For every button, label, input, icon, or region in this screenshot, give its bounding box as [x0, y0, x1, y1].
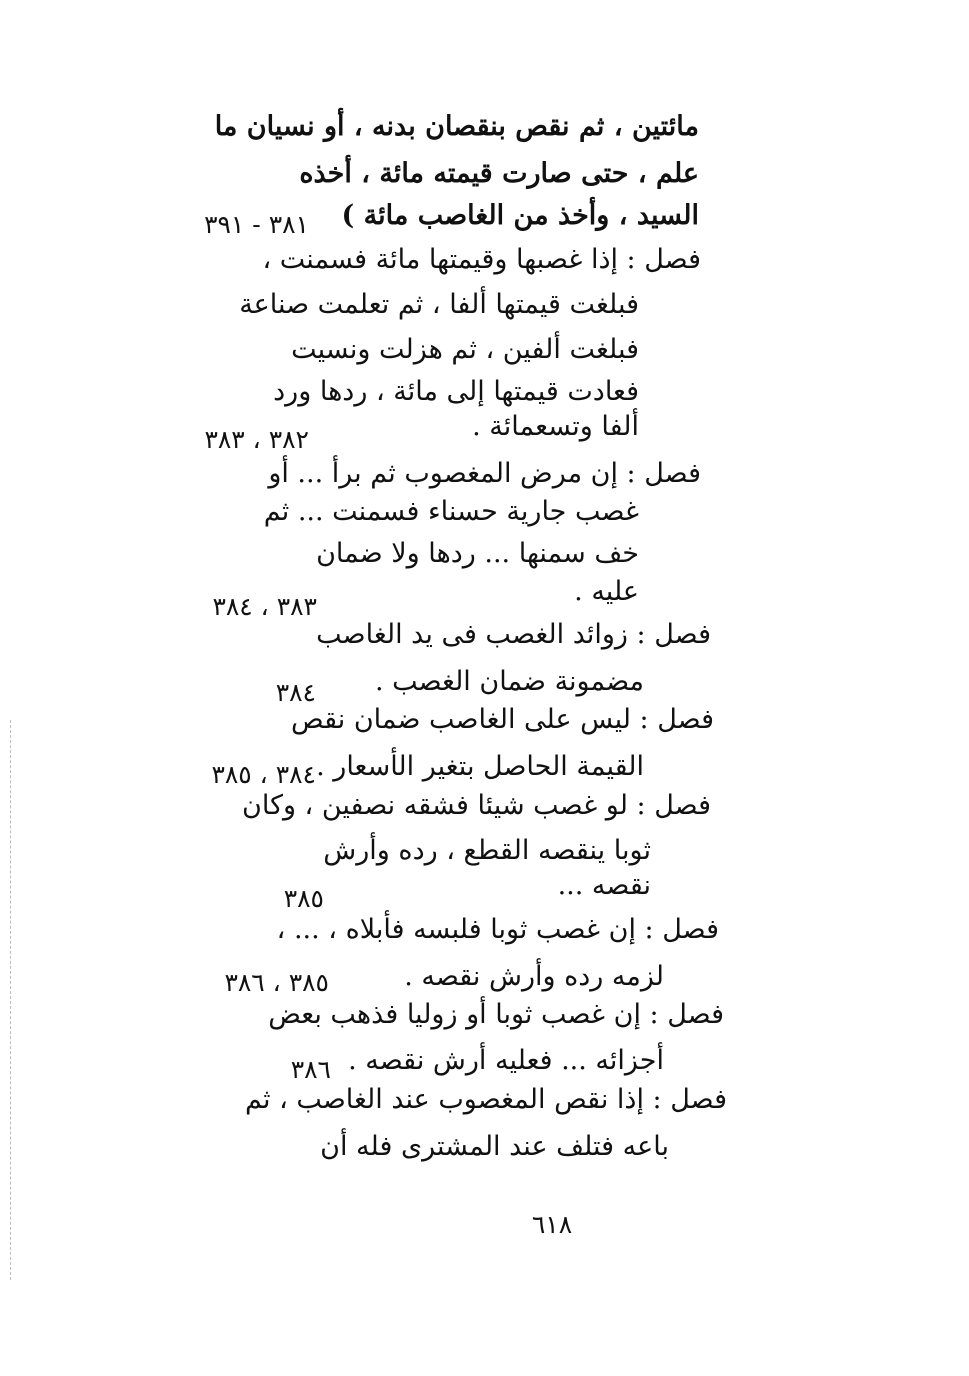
page-reference: ٣٨٣ ، ٣٨٤ — [212, 592, 317, 621]
page-number: ٦١٨ — [531, 1210, 573, 1239]
page-reference: ٣٨٤ ، ٣٨٥ — [211, 760, 316, 789]
entry-line: القيمة الحاصل بتغير الأسعار . — [316, 751, 644, 782]
entry-line: أجزائه ... فعليه أرش نقصه . — [348, 1045, 664, 1076]
intro-line-3: السيد ، وأخذ من الغاصب مائة ) — [341, 200, 699, 231]
entry-line: ثوبا ينقصه القطع ، رده وأرش — [323, 835, 651, 866]
entry-line: نقصه ... — [557, 870, 651, 901]
entry-heading-line: فصل : إذا نقص المغصوب عند الغاصب ، ثم — [245, 1084, 727, 1115]
entry-heading-line: فصل : زوائد الغصب فى يد الغاصب — [316, 619, 711, 650]
entry-line: فعادت قيمتها إلى مائة ، ردها ورد — [273, 376, 639, 407]
entry-line: لزمه رده وأرش نقصه . — [404, 961, 664, 992]
entry-heading-line: فصل : ليس على الغاصب ضمان نقص — [291, 704, 714, 735]
entry-line: ألفا وتسعمائة . — [472, 411, 639, 442]
entry-heading-line: فصل : إن غصب ثوبا أو زوليا فذهب بعض — [268, 999, 724, 1030]
entry-line: فبلغت قيمتها ألفا ، ثم تعلمت صناعة — [239, 289, 639, 320]
intro-line-1: مائتين ، ثم نقص بنقصان بدنه ، أو نسيان ما — [214, 111, 699, 142]
entry-line: فبلغت ألفين ، ثم هزلت ونسيت — [291, 334, 639, 365]
entry-heading-line: فصل : إذا غصبها وقيمتها مائة فسمنت ، — [262, 244, 701, 275]
entry-line: خف سمنها ... ردها ولا ضمان — [316, 538, 639, 569]
entry-line: مضمونة ضمان الغصب . — [374, 666, 644, 697]
entry-heading-line: فصل : إن غصب ثوبا فلبسه فأبلاه ، ... ، — [276, 914, 719, 945]
scan-edge-line — [10, 720, 11, 1280]
entry-line: غصب جارية حسناء فسمنت ... ثم — [263, 496, 639, 527]
page-reference: ٣٨٥ ، ٣٨٦ — [224, 968, 329, 997]
page-reference: ٣٨١ - ٣٩١ — [204, 210, 309, 239]
intro-line-2: علم ، حتى صارت قيمته مائة ، أخذه — [299, 158, 699, 189]
page-reference: ٣٨٤ — [275, 678, 316, 707]
entry-heading-line: فصل : لو غصب شيئا فشقه نصفين ، وكان — [242, 790, 711, 821]
page-reference: ٣٨٢ ، ٣٨٣ — [204, 425, 309, 454]
page-reference: ٣٨٦ — [290, 1055, 331, 1084]
page-reference: ٣٨٥ — [283, 884, 324, 913]
entry-line: عليه . — [574, 576, 639, 607]
entry-heading-line: فصل : إن مرض المغصوب ثم برأ ... أو — [268, 458, 701, 489]
entry-line: باعه فتلف عند المشترى فله أن — [320, 1131, 669, 1162]
